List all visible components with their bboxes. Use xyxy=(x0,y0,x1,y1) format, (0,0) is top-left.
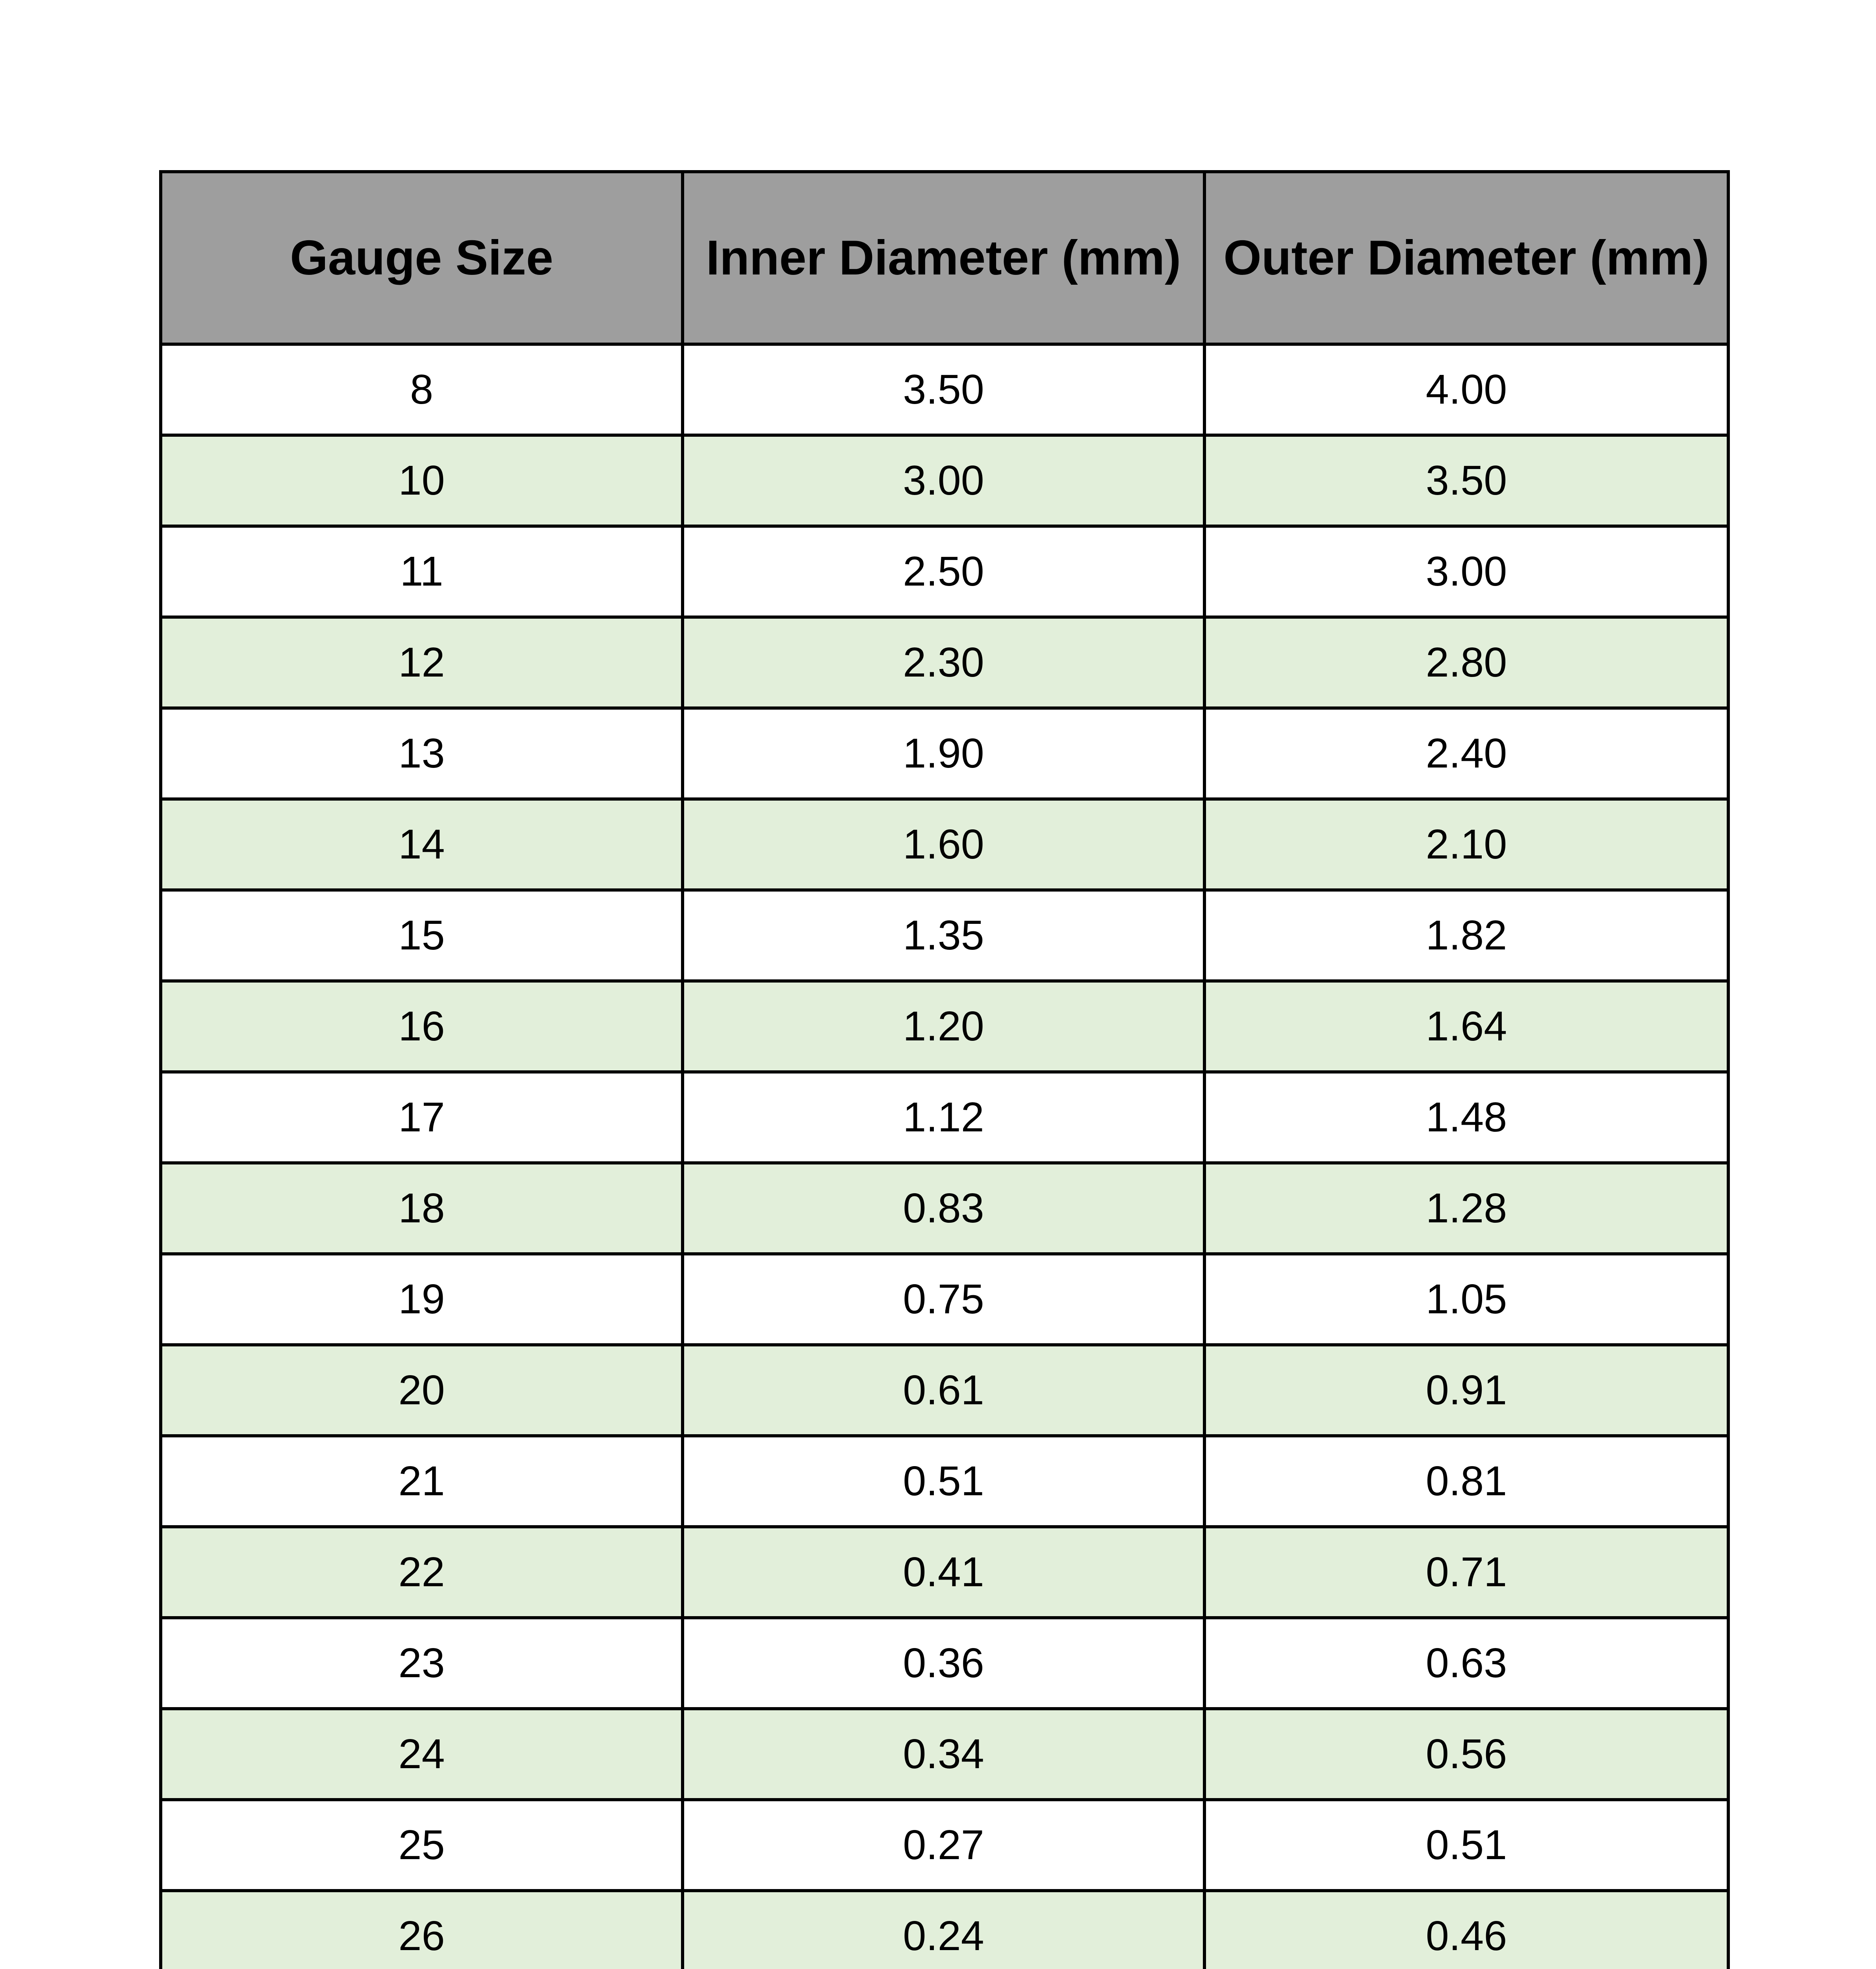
table-row xyxy=(161,1618,1728,1709)
cell-gauge-size: 8 xyxy=(161,344,683,435)
cell-gauge-size: 24 xyxy=(161,1709,683,1800)
cell-gauge-size: 20 xyxy=(161,1345,683,1436)
cell-outer-diameter: 1.82 xyxy=(1204,890,1728,981)
cell-outer-diameter: 0.46 xyxy=(1204,1891,1728,1969)
cell-inner-diameter: 0.75 xyxy=(683,1254,1204,1345)
table-row xyxy=(161,435,1728,526)
cell-gauge-size: 10 xyxy=(161,435,683,526)
cell-outer-diameter: 0.63 xyxy=(1204,1618,1728,1709)
cell-gauge-size: 19 xyxy=(161,1254,683,1345)
cell-inner-diameter: 0.61 xyxy=(683,1345,1204,1436)
gauge-size-table xyxy=(159,170,1730,1969)
cell-gauge-size: 22 xyxy=(161,1527,683,1618)
cell-outer-diameter: 1.64 xyxy=(1204,981,1728,1072)
cell-inner-diameter: 0.51 xyxy=(683,1436,1204,1527)
cell-inner-diameter: 0.36 xyxy=(683,1618,1204,1709)
header-gauge-size: Gauge Size xyxy=(161,172,683,344)
cell-gauge-size: 12 xyxy=(161,617,683,708)
cell-outer-diameter: 2.10 xyxy=(1204,799,1728,890)
cell-outer-diameter: 1.48 xyxy=(1204,1072,1728,1163)
table-row xyxy=(161,526,1728,617)
table-row xyxy=(161,1709,1728,1800)
table-row xyxy=(161,799,1728,890)
cell-outer-diameter: 4.00 xyxy=(1204,344,1728,435)
cell-inner-diameter: 2.50 xyxy=(683,526,1204,617)
cell-outer-diameter: 0.91 xyxy=(1204,1345,1728,1436)
cell-gauge-size: 16 xyxy=(161,981,683,1072)
cell-inner-diameter: 1.35 xyxy=(683,890,1204,981)
cell-outer-diameter: 1.05 xyxy=(1204,1254,1728,1345)
cell-inner-diameter: 3.00 xyxy=(683,435,1204,526)
table-row xyxy=(161,1891,1728,1969)
cell-gauge-size: 23 xyxy=(161,1618,683,1709)
table-header xyxy=(161,172,1728,344)
table-row xyxy=(161,1163,1728,1254)
table-row xyxy=(161,617,1728,708)
cell-outer-diameter: 0.81 xyxy=(1204,1436,1728,1527)
cell-gauge-size: 21 xyxy=(161,1436,683,1527)
table-row xyxy=(161,708,1728,799)
table-row xyxy=(161,1072,1728,1163)
cell-inner-diameter: 0.24 xyxy=(683,1891,1204,1969)
cell-gauge-size: 26 xyxy=(161,1891,683,1969)
header-outer-diameter: Outer Diameter (mm) xyxy=(1204,172,1728,344)
table-row xyxy=(161,344,1728,435)
table-row xyxy=(161,1527,1728,1618)
cell-inner-diameter: 1.20 xyxy=(683,981,1204,1072)
cell-inner-diameter: 2.30 xyxy=(683,617,1204,708)
cell-outer-diameter: 3.50 xyxy=(1204,435,1728,526)
table-row xyxy=(161,981,1728,1072)
cell-outer-diameter: 2.80 xyxy=(1204,617,1728,708)
cell-outer-diameter: 0.56 xyxy=(1204,1709,1728,1800)
table-row xyxy=(161,1800,1728,1891)
cell-inner-diameter: 1.90 xyxy=(683,708,1204,799)
cell-inner-diameter: 0.83 xyxy=(683,1163,1204,1254)
cell-outer-diameter: 0.71 xyxy=(1204,1527,1728,1618)
cell-gauge-size: 11 xyxy=(161,526,683,617)
cell-inner-diameter: 1.60 xyxy=(683,799,1204,890)
cell-inner-diameter: 1.12 xyxy=(683,1072,1204,1163)
cell-outer-diameter: 0.51 xyxy=(1204,1800,1728,1891)
cell-inner-diameter: 0.41 xyxy=(683,1527,1204,1618)
cell-gauge-size: 25 xyxy=(161,1800,683,1891)
table-row xyxy=(161,1345,1728,1436)
table-body xyxy=(161,344,1728,1969)
table-row xyxy=(161,1436,1728,1527)
cell-inner-diameter: 0.34 xyxy=(683,1709,1204,1800)
cell-gauge-size: 18 xyxy=(161,1163,683,1254)
cell-outer-diameter: 1.28 xyxy=(1204,1163,1728,1254)
cell-outer-diameter: 2.40 xyxy=(1204,708,1728,799)
table-row xyxy=(161,890,1728,981)
header-inner-diameter: Inner Diameter (mm) xyxy=(683,172,1204,344)
cell-gauge-size: 13 xyxy=(161,708,683,799)
cell-gauge-size: 15 xyxy=(161,890,683,981)
table-row xyxy=(161,1254,1728,1345)
cell-gauge-size: 17 xyxy=(161,1072,683,1163)
cell-inner-diameter: 0.27 xyxy=(683,1800,1204,1891)
cell-outer-diameter: 3.00 xyxy=(1204,526,1728,617)
cell-gauge-size: 14 xyxy=(161,799,683,890)
header-row xyxy=(161,172,1728,344)
cell-inner-diameter: 3.50 xyxy=(683,344,1204,435)
